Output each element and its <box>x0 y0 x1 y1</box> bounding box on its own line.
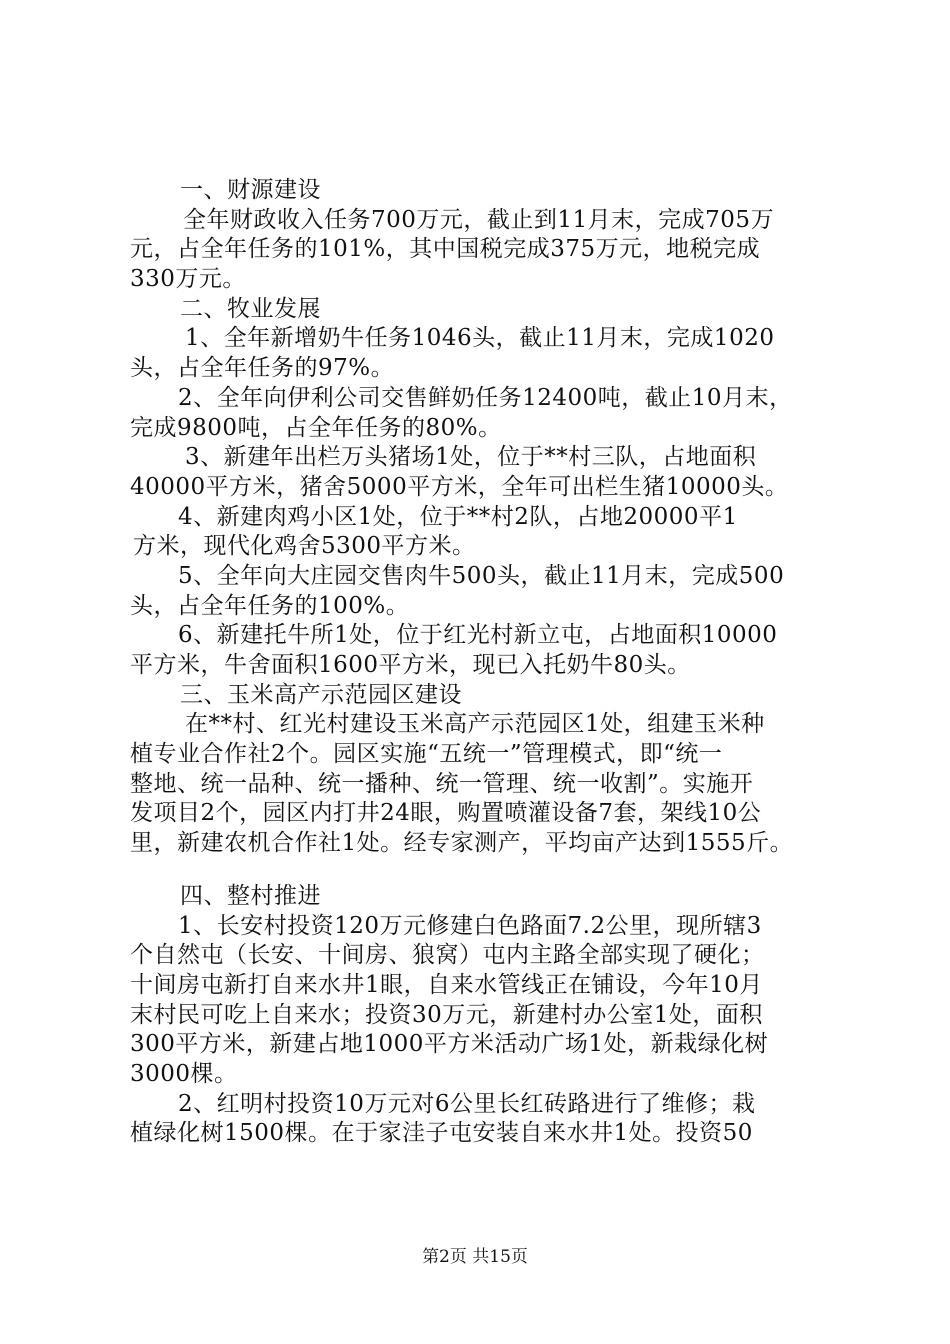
paragraph-line: 平方米，牛舍面积1600平方米，现已入托奶牛80头。 <box>130 652 691 678</box>
paragraph-line: 1、全年新增奶牛任务1046头，截止11月末，完成1020 <box>185 325 775 352</box>
paragraph-line: 5、全年向大庄园交售肉牛500头，截止11月末，完成500 <box>178 562 785 589</box>
paragraph-line: 330万元。 <box>130 266 246 293</box>
section-heading: 二、牧业发展 <box>180 295 321 322</box>
paragraph-line: 40000平方米，猪舍5000平方米，全年可出栏生猪10000头。 <box>130 473 789 500</box>
section-heading: 一、财源建设 <box>180 177 321 203</box>
paragraph-line: 里，新建农机合作社1处。经专家测产，平均亩产达到1555斤。 <box>130 830 794 857</box>
paragraph-line: 2、红明村投资10万元对6公里长红砖路进行了维修；栽 <box>178 1090 756 1117</box>
paragraph-line: 整地、统一品种、统一播种、统一管理、统一收割”。实施开 <box>130 770 754 797</box>
paragraph-line: 1、长安村投资120万元修建白色路面7.2公里，现所辖3 <box>178 912 762 939</box>
paragraph-line: 十间房屯新打自来水井1眼，自来水管线正在铺设，今年10月 <box>130 971 763 998</box>
paragraph-line: 发项目2个，园区内打井24眼，购置喷灌设备7套，架线10公 <box>130 800 762 827</box>
document-body <box>130 176 830 1149</box>
paragraph-line: 元，占全年任务的101%，其中国税完成375万元，地税完成 <box>130 236 761 263</box>
paragraph-line: 3000棵。 <box>130 1060 238 1087</box>
paragraph-line: 末村民可吃上自来水；投资30万元，新建村办公室1处，面积 <box>130 1001 763 1028</box>
paragraph-line: 6、新建托牛所1处，位于红光村新立屯，占地面积10000 <box>178 622 778 649</box>
paragraph-line: 头，占全年任务的100%。 <box>130 592 410 619</box>
paragraph-line: 植专业合作社2个。园区实施“五统一”管理模式，即“统一 <box>130 741 723 768</box>
paragraph-line: 3、新建年出栏万头猪场1处，位于**村三队，占地面积 <box>185 444 757 471</box>
paragraph-line: 全年财政收入任务700万元，截止到11月末，完成705万 <box>183 206 775 233</box>
paragraph-line: 头，占全年任务的97%。 <box>130 355 395 382</box>
paragraph-line: 300平方米，新建占地1000平方米活动广场1处，新栽绿化树 <box>130 1031 769 1058</box>
section-heading: 四、整村推进 <box>180 882 321 909</box>
paragraph-line: 个自然屯（长安、十间房、狼窝）屯内主路全部实现了硬化； <box>130 942 765 969</box>
paragraph-line: 植绿化树1500棵。在于家洼子屯安装自来水井1处。投资50 <box>130 1120 753 1147</box>
section-heading: 三、玉米高产示范园区建设 <box>180 681 462 708</box>
paragraph-line: 4、新建肉鸡小区1处，位于**村2队，占地20000平1 <box>178 503 738 530</box>
paragraph-line: 方米，现代化鸡舍5300平方米。 <box>133 533 476 560</box>
section-spacer <box>130 859 830 882</box>
paragraph-line: 完成9800吨，占全年任务的80%。 <box>130 414 502 441</box>
paragraph-line: 在**村、红光村建设玉米高产示范园区1处，组建玉米种 <box>185 711 765 738</box>
page-number-footer: 第2页 共15页 <box>422 1247 528 1267</box>
paragraph-line: 2、全年向伊利公司交售鲜奶任务12400吨，截止10月末， <box>178 384 793 411</box>
